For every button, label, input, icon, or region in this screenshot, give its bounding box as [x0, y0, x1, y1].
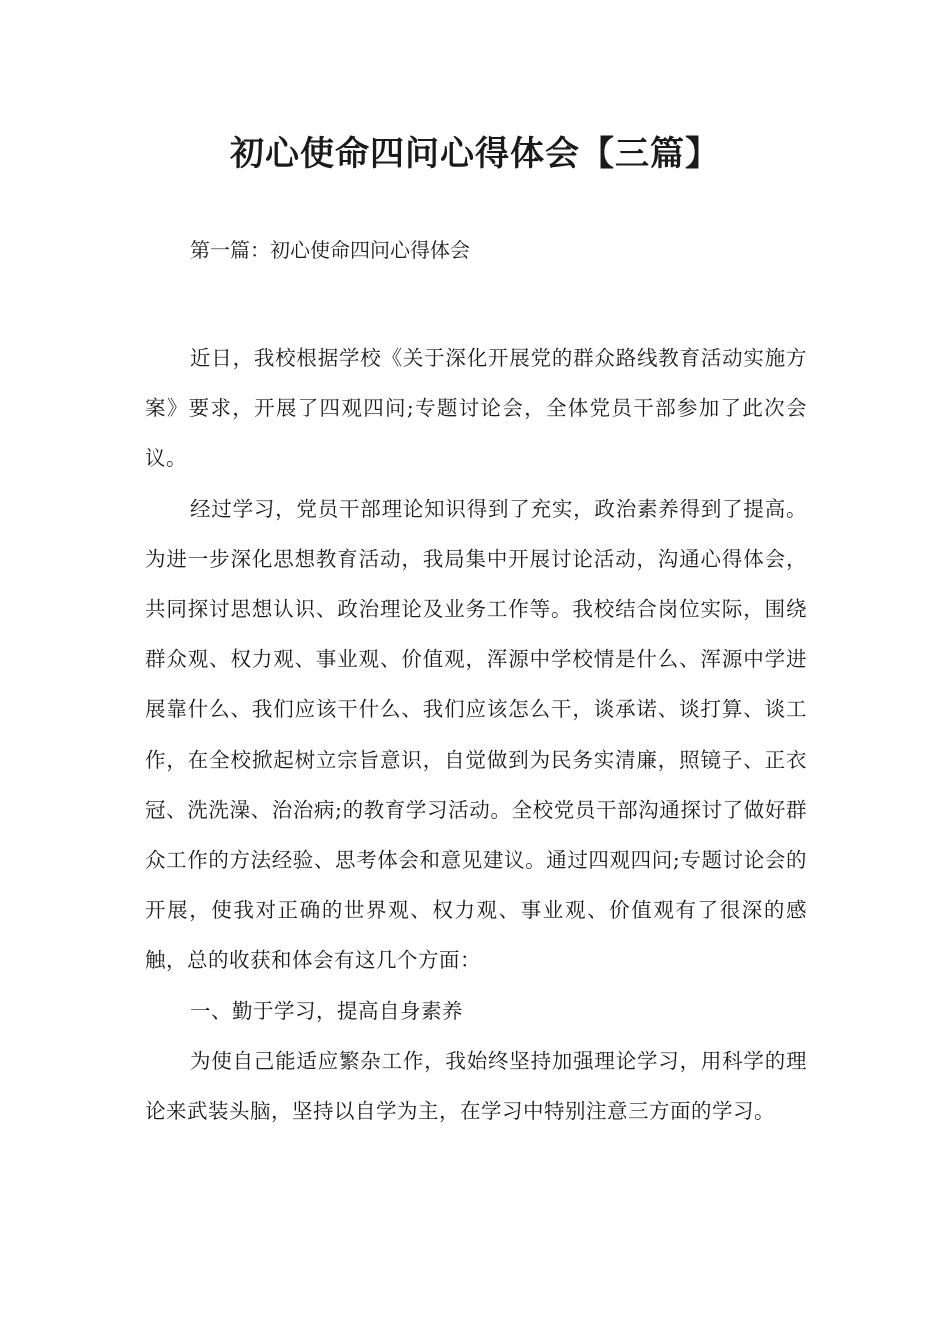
paragraph: 经过学习，党员干部理论知识得到了充实，政治素养得到了提高。为进一步深化思想教育活动，我局集中开展讨论活动，沟通心得体会，共同探讨思想认识、政治理论及业务工作等。我校结合岗位实际，围绕群众观、权力观、事业观、价值观，浑源中学校情是什么、浑源中学进展靠什么、我们应该干什么、我们应该怎么干，谈承诺、谈打算、谈工作，在全校掀起树立宗旨意识，自觉做到为民务实清廉，照镜子、正衣冠、洗洗澡、治治病;的教育学习活动。全校党员干部沟通探讨了做好群众工作的方法经验、思考体会和意见建议。通过四观四问;专题讨论会的开展，使我对正确的世界观、权力观、事业观、价值观有了很深的感触，总的收获和体会有这几个方面： — [145, 496, 807, 973]
paragraph: 近日，我校根据学校《关于深化开展党的群众路线教育活动实施方案》要求，开展了四观四问;专题讨论会，全体党员干部参加了此次会议。 — [145, 346, 807, 471]
document-title: 初心使命四问心得体会【三篇】 — [230, 134, 720, 174]
section-label: 第一篇：初心使命四问心得体会 — [190, 238, 470, 262]
paragraph: 为使自己能适应繁杂工作，我始终坚持加强理论学习，用科学的理论来武装头脑，坚持以自学为主，在学习中特别注意三方面的学习。 — [145, 1048, 807, 1124]
document-body — [145, 333, 807, 1136]
section-heading: 一、勤于学习，提高自身素养 — [190, 998, 463, 1023]
